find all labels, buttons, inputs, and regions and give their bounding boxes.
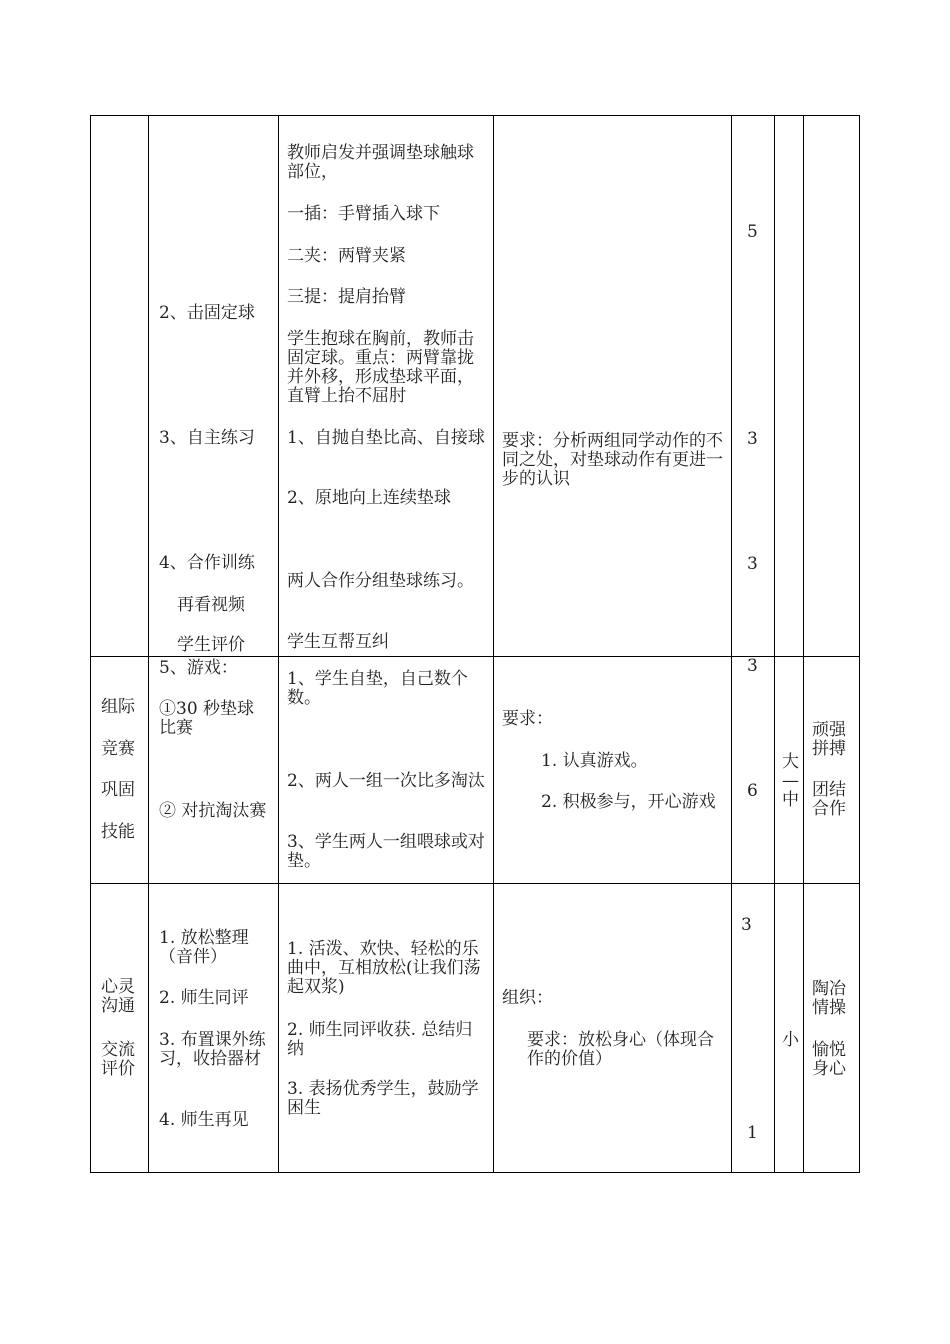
content-item: 再看视频 <box>177 595 245 615</box>
column-divider <box>731 116 732 1172</box>
column-divider <box>148 116 149 1172</box>
phase-label: 交流评价 <box>101 1040 135 1079</box>
goal-text: 愉悦身心 <box>812 1040 846 1079</box>
row-divider <box>91 883 859 884</box>
phase-label: 技能 <box>101 822 135 842</box>
method-text: 二夹：两臂夹紧 <box>287 246 406 266</box>
intensity-label: 大 <box>782 752 799 772</box>
content-item: ①30 秒垫球比赛 <box>159 699 255 738</box>
method-text: 学生抱球在胸前，教师击固定球。重点：两臂靠拢并外移，形成垫球平面，直臂上抬不屈肘 <box>287 329 474 406</box>
goal-text: 团结合作 <box>812 780 846 819</box>
content-item: 3、自主练习 <box>159 428 255 448</box>
time-value: 6 <box>747 781 758 801</box>
intensity-label: 中 <box>782 790 799 810</box>
content-item: 3. 布置课外练习，收拾器材 <box>159 1030 266 1069</box>
method-text: 2、两人一组一次比多淘汰 <box>287 771 485 791</box>
content-item: 2、击固定球 <box>159 303 255 323</box>
column-divider <box>493 116 494 1172</box>
content-item: 4. 师生再见 <box>159 1110 249 1130</box>
method-text: 3. 表扬优秀学生，鼓励学困生 <box>287 1079 479 1118</box>
method-text: 1. 活泼、欢快、轻松的乐曲中，互相放松(让我们荡起双浆) <box>287 939 481 997</box>
content-item: 学生评价 <box>177 635 245 655</box>
intensity-label: 小 <box>782 1030 799 1050</box>
method-text: 3、学生两人一组喂球或对垫。 <box>287 832 485 871</box>
requirement-text: 2. 积极参与，开心游戏 <box>541 792 716 812</box>
method-text: 1、学生自垫，自己数个数。 <box>287 669 468 708</box>
method-text: 一插：手臂插入球下 <box>287 204 440 224</box>
method-text: 学生互帮互纠 <box>287 632 389 652</box>
method-text: 教师启发并强调垫球触球部位， <box>287 143 474 182</box>
column-divider <box>278 116 279 1172</box>
phase-label: 心灵沟通 <box>101 977 135 1016</box>
method-text: 2. 师生同评收获. 总结归纳 <box>287 1020 473 1059</box>
method-text: 2、原地向上连续垫球 <box>287 488 451 508</box>
column-divider <box>803 116 804 1172</box>
requirement-text: 1. 认真游戏。 <box>541 751 648 771</box>
row-divider <box>91 656 859 657</box>
method-text: 1、自抛自垫比高、自接球 <box>287 428 485 448</box>
time-value: 3 <box>747 429 758 449</box>
content-item: ② 对抗淘汰赛 <box>159 801 267 821</box>
time-value: 3 <box>747 656 758 676</box>
content-item: 5、游戏： <box>159 658 238 678</box>
content-item: 4、合作训练 <box>159 553 255 573</box>
requirement-text: 要求： <box>502 709 553 729</box>
requirement-text: 要求：分析两组同学动作的不同之处，对垫球动作有更进一步的认识 <box>502 431 723 489</box>
time-value: 1 <box>747 1123 758 1143</box>
phase-label: 组际 <box>101 697 135 717</box>
method-text: 三提：提肩抬臂 <box>287 287 406 307</box>
time-value: 3 <box>741 915 752 935</box>
time-value: 5 <box>747 222 758 242</box>
goal-text: 顽强拼搏 <box>812 720 846 759</box>
content-item: 1. 放松整理（音伴） <box>159 928 249 967</box>
lesson-plan-table <box>90 115 860 1173</box>
requirement-text: 组织： <box>502 988 553 1008</box>
method-text: 两人合作分组垫球练习。 <box>287 571 474 591</box>
content-item: 2. 师生同评 <box>159 988 249 1008</box>
requirement-text: 要求：放松身心（体现合作的价值） <box>527 1030 714 1069</box>
time-value: 3 <box>747 554 758 574</box>
phase-label: 竞赛 <box>101 739 135 759</box>
phase-label: 巩固 <box>101 780 135 800</box>
column-divider <box>774 116 775 1172</box>
intensity-label: — <box>782 771 799 791</box>
goal-text: 陶冶情操 <box>812 979 846 1018</box>
